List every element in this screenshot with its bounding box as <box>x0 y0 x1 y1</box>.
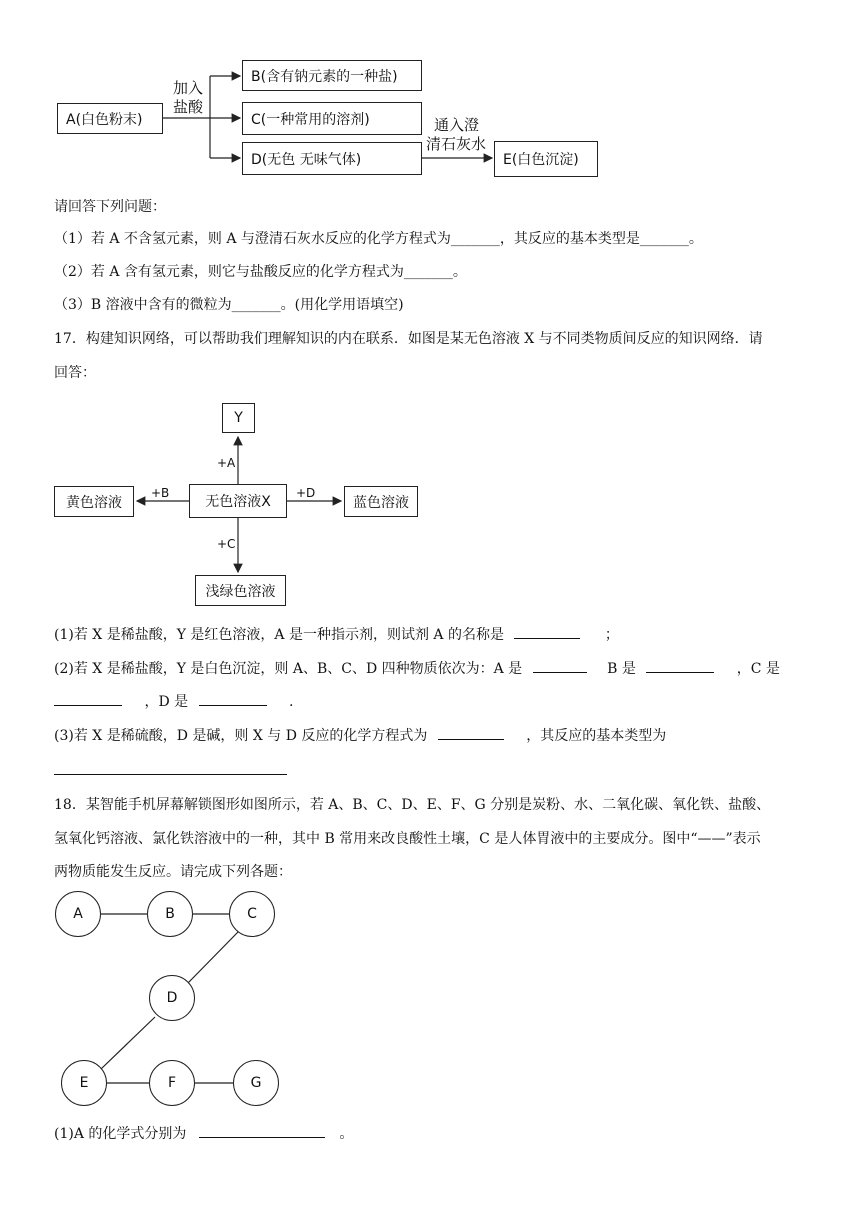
q17-sub3-blank-a[interactable] <box>438 725 504 740</box>
q17-sub1: (1)若 X 是稀盐酸，Y 是红色溶液，A 是一种指示剂，则试剂 A 的名称是 ； <box>54 624 619 645</box>
q17-sub2-blank-a[interactable] <box>533 658 587 673</box>
q17-stem-line2: 回答： <box>54 365 96 381</box>
q18-stem-line1: 18．某智能手机屏幕解锁图形如图所示，若 A、B、C、D、E、F、G 分别是炭粉、水、二氧化碳、氧化铁、盐酸、 <box>54 797 771 813</box>
q18-stem-line3: 两物质能发生反应。请完成下列各题： <box>54 864 292 880</box>
label-limewater-2: 清石灰水 <box>426 135 487 153</box>
label-limewater-1: 通入澄 <box>434 116 480 134</box>
q17-sub2-blank-d[interactable] <box>199 691 267 706</box>
label-add-acid-1: 加入 <box>173 79 204 97</box>
q17-sub3: (3)若 X 是稀硫酸，D 是碱，则 X 与 D 反应的化学方程式为 ，其反应的基本类型为 <box>54 725 666 746</box>
q18-node-b: B <box>147 891 193 937</box>
q17-label-a: +A <box>217 456 236 470</box>
q18-stem-line2: 氢氧化钙溶液、氯化铁溶液中的一种，其中 B 常用来改良酸性土壤，C 是人体胃液中的主要成分。图中“——”表示 <box>54 831 761 847</box>
q17-box-y: Y <box>222 403 255 433</box>
q17-label-c: +C <box>217 537 236 551</box>
q17-box-center-x: 无色溶液X <box>189 484 287 518</box>
q17-sub2-blank-b[interactable] <box>646 658 714 673</box>
diagram1-box-d: D(无色 无味气体) <box>242 142 422 175</box>
q17-sub1-blank[interactable] <box>514 624 580 639</box>
q18-node-f: F <box>149 1060 195 1106</box>
label-add-acid-2: 盐酸 <box>173 98 204 116</box>
q16-part2: （2）若 A 含有氢元素，则它与盐酸反应的化学方程式为_______。 <box>54 264 467 280</box>
q17-label-d: +D <box>296 486 316 500</box>
q17-sub2-blank-c[interactable] <box>54 691 122 706</box>
q18-node-e: E <box>61 1060 107 1106</box>
q17-sub2-cont: ，D 是 . <box>54 691 294 712</box>
diagram1-box-a: A(白色粉末) <box>57 103 163 134</box>
q16-part1: （1）若 A 不含氢元素，则 A 与澄清石灰水反应的化学方程式为_______，其反应的基本类型是_______。 <box>54 231 703 247</box>
q18-node-g: G <box>233 1060 279 1106</box>
q16-intro: 请回答下列问题： <box>54 199 166 215</box>
q18-node-a: A <box>55 891 101 937</box>
q17-sub2: (2)若 X 是稀盐酸，Y 是白色沉淀，则 A、B、C、D 四种物质依次为：A 是 B 是 ，C 是 <box>54 658 780 679</box>
diagram1-box-c: C(一种常用的溶剂) <box>242 102 422 135</box>
q18-node-d: D <box>149 975 195 1021</box>
q17-sub3-blank-b[interactable] <box>54 760 287 775</box>
q17-stem-line1: 17．构建知识网络，可以帮助我们理解知识的内在联系．如图是某无色溶液 X 与不同类物质间反应的知识网络．请 <box>54 331 763 347</box>
diagram1-box-b: B(含有钠元素的一种盐) <box>242 60 422 91</box>
q16-part3: （3）B 溶液中含有的微粒为_______。(用化学用语填空) <box>54 297 404 313</box>
q18-node-c: C <box>229 891 275 937</box>
diagram1-box-e: E(白色沉淀) <box>494 141 598 177</box>
q18-sub1: (1)A 的化学式分别为 。 <box>54 1123 353 1144</box>
q17-label-b: +B <box>151 486 170 500</box>
q17-box-blue: 蓝色溶液 <box>344 486 418 517</box>
q17-box-lightgreen: 浅绿色溶液 <box>195 575 286 606</box>
q17-box-yellow: 黄色溶液 <box>54 486 134 517</box>
q18-sub1-blank[interactable] <box>199 1123 325 1138</box>
